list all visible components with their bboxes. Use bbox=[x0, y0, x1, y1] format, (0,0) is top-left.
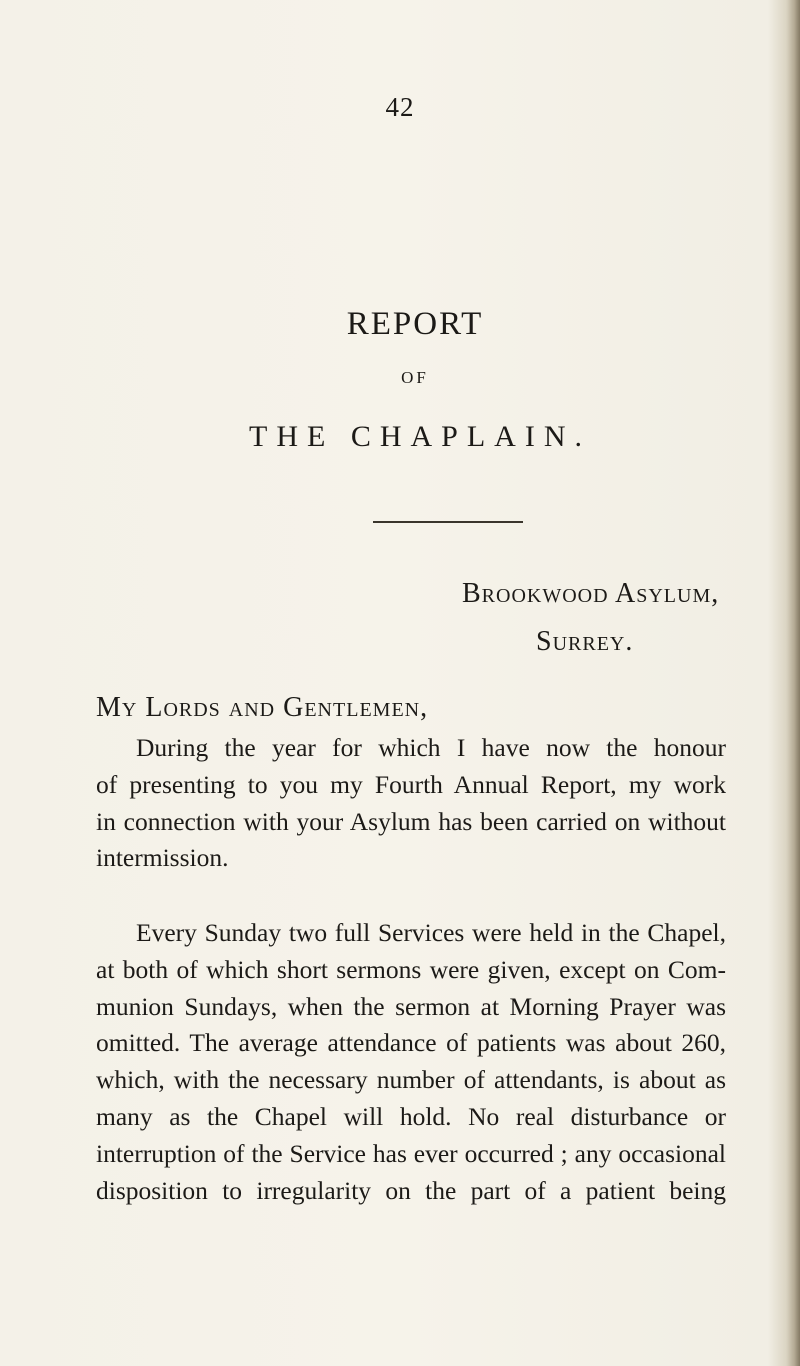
text-line: During the year for which I have now the honour bbox=[136, 733, 726, 762]
text-line: in connection with your Asylum has been carried on without bbox=[96, 806, 726, 836]
page-number: 42 bbox=[385, 92, 415, 122]
text-line: of presenting to you my Fourth Annual Report, my work bbox=[96, 769, 726, 799]
report-title: REPORT bbox=[346, 306, 484, 342]
title-connector: OF bbox=[401, 368, 429, 387]
text-line: which, with the necessary number of attendants, is about as bbox=[96, 1065, 726, 1095]
text-line: interruption of the Service has ever occurred ; any occasional bbox=[96, 1138, 726, 1168]
text-line: many as the Chapel will hold. No real disturbance or bbox=[96, 1101, 726, 1131]
salutation: My Lords and Gentlemen, bbox=[96, 692, 429, 723]
report-subtitle: THE CHAPLAIN. bbox=[249, 420, 591, 453]
page-edge-shadow bbox=[786, 0, 800, 1366]
text-line: omitted. The average attendance of patients was about 260, bbox=[96, 1028, 726, 1058]
section-divider bbox=[373, 521, 523, 523]
address-line-2: Surrey. bbox=[536, 626, 634, 657]
text-line: disposition to irregularity on the part of a patient being bbox=[96, 1175, 726, 1205]
text-line: at both of which short sermons were given, except on Com- bbox=[96, 954, 726, 984]
paragraph-2 bbox=[96, 915, 726, 1209]
text-line: intermission. bbox=[96, 843, 229, 873]
text-line: Every Sunday two full Services were held in the Chapel, bbox=[136, 918, 726, 947]
text-line: munion Sundays, when the sermon at Morning Prayer was bbox=[96, 991, 726, 1021]
paragraph-1 bbox=[96, 730, 726, 877]
address-line-1: Brookwood Asylum, bbox=[462, 578, 720, 609]
